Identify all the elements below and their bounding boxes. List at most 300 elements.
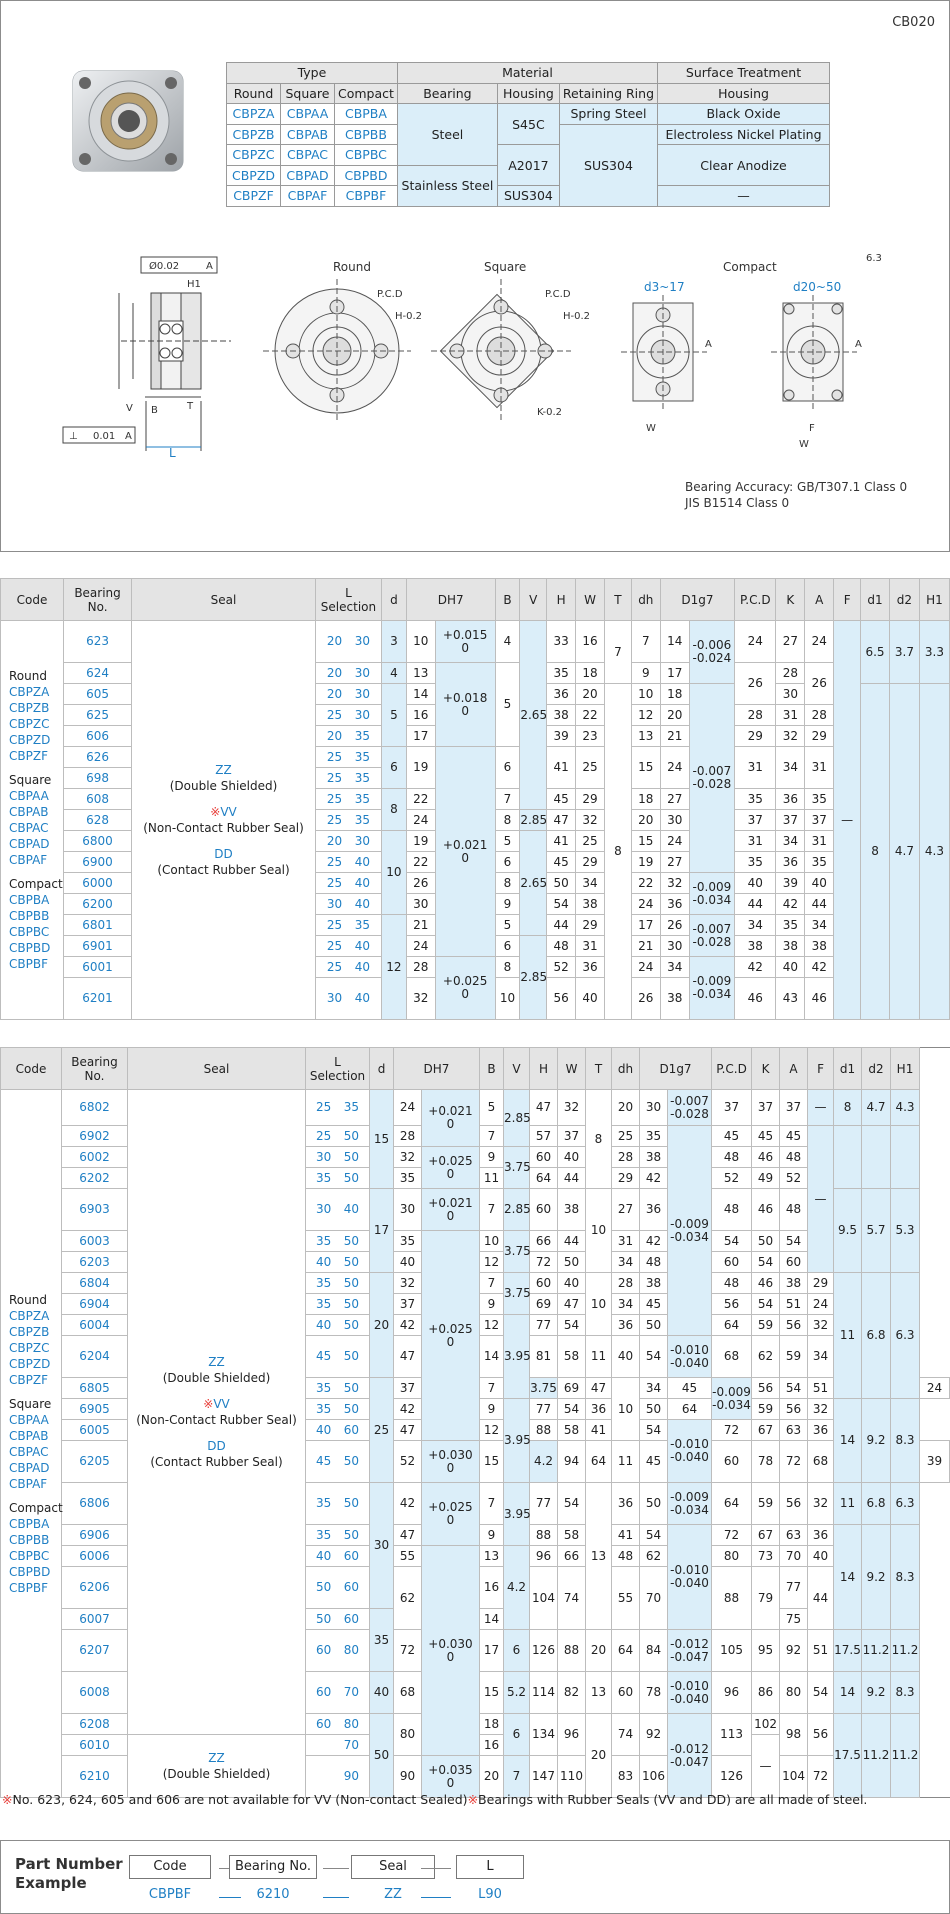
dh7-value: 13: [406, 663, 435, 684]
l-selection[interactable]: 35 50: [306, 1525, 370, 1546]
dh-value: 34: [612, 1294, 640, 1315]
type-code[interactable]: CBPBB: [335, 124, 398, 145]
k-value: 59: [752, 1483, 780, 1525]
w-value: 50: [558, 1252, 586, 1273]
d1g7-tol: -0.007 -0.028: [689, 915, 734, 957]
bearing-no[interactable]: 6800: [63, 831, 131, 852]
bearing-no[interactable]: 6205: [62, 1441, 128, 1483]
h-value: 134: [530, 1714, 558, 1756]
b-value: 8: [495, 957, 520, 978]
code-item: CBPZB: [9, 1324, 50, 1339]
h-value: 60: [530, 1147, 558, 1168]
dh7-value: 42: [394, 1483, 422, 1525]
d1-value: 6.5: [861, 621, 890, 684]
dh-value: 9: [631, 663, 660, 684]
dh7-tol: +0.021 0: [435, 747, 495, 957]
accuracy-line-1: Bearing Accuracy: GB/T307.1 Class 0: [685, 480, 908, 494]
dh-value: 48: [612, 1546, 640, 1567]
l-selection[interactable]: 30 40: [306, 1189, 370, 1231]
l-selection[interactable]: 20 30: [315, 663, 381, 684]
code-item: CBPAD: [9, 837, 50, 851]
bearing-no[interactable]: 6210: [62, 1756, 128, 1798]
d-value: 5: [382, 684, 407, 747]
l-selection[interactable]: 20 30: [315, 684, 381, 705]
d1g7-value: 106: [640, 1756, 668, 1798]
col-h: H: [547, 579, 576, 621]
l-selection[interactable]: 40 60: [306, 1546, 370, 1567]
d1g7-value: 45: [640, 1294, 668, 1315]
w-value: 44: [558, 1168, 586, 1189]
b-value: 18: [480, 1714, 504, 1735]
bearing-no[interactable]: 6903: [62, 1189, 128, 1231]
dh7-value: 24: [406, 810, 435, 831]
compact-large-a: A: [855, 339, 862, 350]
pcd-value: 60: [712, 1252, 752, 1273]
k-value: 54: [780, 1378, 808, 1399]
h-value: 66: [530, 1231, 558, 1252]
bearing-no[interactable]: 6010: [62, 1735, 128, 1756]
a-value: 63: [780, 1420, 808, 1441]
code-item: CBPAF: [9, 1476, 48, 1491]
l-selection[interactable]: 50 60: [306, 1609, 370, 1630]
d2-value: 6.8: [862, 1273, 891, 1399]
h1-value: 6.3: [891, 1483, 920, 1525]
col-a: A: [780, 1048, 808, 1090]
bearing-no[interactable]: 6000: [63, 873, 131, 894]
compact-large-w: W: [799, 439, 809, 450]
a-value: 70: [780, 1546, 808, 1567]
b-value: 13: [480, 1546, 504, 1567]
l-selection[interactable]: 35 50: [306, 1399, 370, 1420]
bearing-no[interactable]: 6804: [62, 1273, 128, 1294]
k-value: 40: [776, 957, 805, 978]
l-selection[interactable]: 20 30: [315, 831, 381, 852]
compact-large-f: F: [809, 423, 815, 434]
w-value: 58: [558, 1420, 586, 1441]
col-h1: H1: [919, 579, 949, 621]
surface-anodize: Clear Anodize: [658, 145, 830, 186]
dh7-value: 10: [406, 621, 435, 663]
bearing-no[interactable]: 6904: [62, 1294, 128, 1315]
bearing-no[interactable]: 623: [63, 621, 131, 663]
header-compact: Compact: [335, 83, 398, 104]
l-selection[interactable]: 25 30: [315, 705, 381, 726]
dh-value: 34: [612, 1252, 640, 1273]
dh-value: 27: [612, 1189, 640, 1231]
bearing-no[interactable]: 6008: [62, 1672, 128, 1714]
dh7-tol: +0.021 0: [422, 1189, 480, 1231]
h-value: 64: [530, 1168, 558, 1189]
dh-value: 40: [612, 1336, 640, 1378]
code-item: CBPAB: [9, 805, 49, 819]
l-selection[interactable]: 20 30: [315, 621, 381, 663]
type-code[interactable]: CBPZF: [227, 186, 281, 207]
bearing-no[interactable]: 6900: [63, 852, 131, 873]
code-group-compact: Compact: [9, 1500, 63, 1515]
a-value: 77: [780, 1567, 808, 1609]
dh7-tol: +0.035 0: [422, 1756, 480, 1798]
col-seal: Seal: [132, 579, 316, 621]
l-selection[interactable]: 90: [306, 1756, 370, 1798]
d1g7-value: 84: [640, 1630, 668, 1672]
header-housing: Housing: [497, 83, 559, 104]
v-value: 3.95: [504, 1483, 530, 1546]
l-selection[interactable]: 40 60: [306, 1420, 370, 1441]
d1-value: [834, 1126, 862, 1189]
table-row: [1, 1090, 950, 1126]
type-code[interactable]: CBPZA: [227, 104, 281, 125]
bearing-no[interactable]: 6006: [62, 1546, 128, 1567]
h-value: 114: [530, 1672, 558, 1714]
col-code: Code: [1, 1048, 62, 1090]
code-item: CBPBF: [9, 1580, 48, 1595]
b-value: 12: [480, 1420, 504, 1441]
d1g7-value: 45: [668, 1378, 712, 1399]
a-value: 51: [780, 1294, 808, 1315]
b-value: 16: [480, 1735, 504, 1756]
dh7-tol: +0.025 0: [422, 1147, 480, 1189]
h-value: 60: [530, 1189, 558, 1231]
type-code[interactable]: CBPAB: [281, 124, 335, 145]
seal-cell-zz: ZZ (Double Shielded): [128, 1735, 306, 1798]
h1-value: 6.3: [891, 1273, 920, 1399]
col-d1: d1: [861, 579, 890, 621]
bearing-no[interactable]: 628: [63, 810, 131, 831]
l-selection[interactable]: 70: [306, 1735, 370, 1756]
h-value: 41: [547, 831, 576, 852]
h-value: 45: [547, 789, 576, 810]
d-value: 10: [382, 831, 407, 915]
d1g7-value: 30: [640, 1090, 668, 1126]
bearing-no[interactable]: 6802: [62, 1090, 128, 1126]
bearing-no[interactable]: 6204: [62, 1336, 128, 1378]
col-v: V: [504, 1048, 530, 1090]
bearing-no[interactable]: 6202: [62, 1168, 128, 1189]
d1-value: 17.5: [834, 1714, 862, 1798]
d1g7-tol: -0.010 -0.040: [668, 1336, 712, 1378]
b-value: 9: [480, 1147, 504, 1168]
a-value: 48: [780, 1189, 808, 1231]
dh7-value: 32: [406, 978, 435, 1020]
bearing-no[interactable]: 6901: [63, 936, 131, 957]
k-value: 27: [776, 621, 805, 663]
l-selection[interactable]: 25 40: [315, 873, 381, 894]
dh7-value: 47: [394, 1336, 422, 1378]
note-mark: ※: [2, 1792, 13, 1807]
l-selection[interactable]: 60 70: [306, 1672, 370, 1714]
bearing-no[interactable]: 624: [63, 663, 131, 684]
l-selection[interactable]: 30 50: [306, 1147, 370, 1168]
a-value: 52: [780, 1168, 808, 1189]
l-selection[interactable]: 60 80: [306, 1630, 370, 1672]
l-selection[interactable]: 40 50: [306, 1315, 370, 1336]
h-value: 88: [530, 1420, 558, 1441]
a-value: 40: [805, 873, 834, 894]
k-value: 72: [780, 1441, 808, 1483]
square-view-label: Square: [484, 260, 527, 274]
bearing-no[interactable]: 6902: [62, 1126, 128, 1147]
k-value: 37: [752, 1090, 780, 1126]
l-selection[interactable]: 25 40: [315, 936, 381, 957]
b-value: 9: [495, 894, 520, 915]
dh7-tol: +0.015 0: [435, 621, 495, 663]
seal-zz: ZZ (Double Shielded): [169, 763, 278, 793]
h-value: 52: [547, 957, 576, 978]
type-code[interactable]: CBPZC: [227, 145, 281, 166]
k-value: 54: [752, 1294, 780, 1315]
l-selection[interactable]: 25 35: [315, 789, 381, 810]
b-value: 9: [480, 1525, 504, 1546]
h-value: 39: [547, 726, 576, 747]
v-value: 6: [504, 1714, 530, 1756]
b-value: 7: [480, 1126, 504, 1147]
l-selection[interactable]: 25 35: [306, 1090, 370, 1126]
spec-table-1: [0, 578, 950, 1020]
dh7-tol: +0.021 0: [422, 1090, 480, 1147]
k-value: 67: [752, 1420, 780, 1441]
w-value: 36: [576, 957, 605, 978]
bearing-no[interactable]: 6207: [62, 1630, 128, 1672]
type-code[interactable]: CBPZD: [227, 165, 281, 186]
h-value: 77: [530, 1315, 558, 1336]
w-value: 58: [558, 1525, 586, 1546]
l-selection[interactable]: 25 50: [306, 1126, 370, 1147]
l-selection[interactable]: 25 35: [315, 810, 381, 831]
w-value: 40: [576, 978, 605, 1020]
dh7-value: 19: [406, 831, 435, 852]
bearing-no[interactable]: 6201: [63, 978, 131, 1020]
l-selection[interactable]: 25 40: [315, 957, 381, 978]
type-code[interactable]: CBPBF: [335, 186, 398, 207]
bearing-no[interactable]: 6203: [62, 1252, 128, 1273]
a-value: 60: [780, 1252, 808, 1273]
bearing-no[interactable]: 6002: [62, 1147, 128, 1168]
l-selection[interactable]: 25 35: [315, 768, 381, 789]
w-value: 40: [558, 1273, 586, 1294]
l-selection[interactable]: 50 60: [306, 1567, 370, 1609]
w-value: 66: [558, 1546, 586, 1567]
bearing-no[interactable]: 6007: [62, 1609, 128, 1630]
code-group-round: Round: [9, 1292, 47, 1307]
d1g7-tol: -0.012 -0.047: [668, 1714, 712, 1798]
code-item: CBPBD: [9, 941, 51, 955]
d1g7-value: 50: [640, 1399, 668, 1420]
w-value: 96: [558, 1714, 586, 1756]
dh7-value: 40: [394, 1252, 422, 1273]
bearing-no[interactable]: 6206: [62, 1567, 128, 1609]
b-value: 6: [495, 852, 520, 873]
t-value: 20: [586, 1630, 612, 1672]
type-code[interactable]: CBPBC: [335, 145, 398, 166]
v-value: 4.2: [504, 1546, 530, 1630]
dh7-value: 21: [406, 915, 435, 936]
d-value: 3: [382, 621, 407, 663]
d1g7-value: 24: [660, 831, 689, 852]
h-value: 94: [558, 1441, 586, 1483]
bearing-no[interactable]: 6208: [62, 1714, 128, 1735]
h1-value: 8.3: [891, 1525, 920, 1630]
bearing-no[interactable]: 698: [63, 768, 131, 789]
dh7-value: 42: [394, 1315, 422, 1336]
dh-value: 7: [631, 621, 660, 663]
pcd-value: 45: [712, 1126, 752, 1147]
bearing-no[interactable]: 6806: [62, 1483, 128, 1525]
accuracy-line-2: JIS B1514 Class 0: [685, 496, 790, 510]
d1g7-tol: -0.009 -0.034: [689, 873, 734, 915]
pn-bearing-box: Bearing No.: [229, 1855, 317, 1879]
flatness-value: 0.01: [93, 431, 116, 442]
bearing-no[interactable]: 6905: [62, 1399, 128, 1420]
dh-value: 36: [586, 1399, 612, 1420]
b-value: 9: [480, 1399, 504, 1420]
l-selection[interactable]: 45 50: [306, 1441, 370, 1483]
d-value: 12: [382, 915, 407, 1020]
l-selection[interactable]: 35 50: [306, 1273, 370, 1294]
l-selection[interactable]: 45 50: [306, 1336, 370, 1378]
dh7-value: 35: [394, 1231, 422, 1252]
bearing-no[interactable]: 626: [63, 747, 131, 768]
l-selection[interactable]: 25 35: [315, 747, 381, 768]
a-value: 37: [780, 1090, 808, 1126]
code-item: CBPZC: [9, 717, 50, 731]
d1g7-value: 48: [640, 1252, 668, 1273]
l-selection[interactable]: 60 80: [306, 1714, 370, 1735]
h1-value: [891, 1126, 920, 1189]
b-value: 16: [480, 1567, 504, 1609]
a-value: 44: [805, 894, 834, 915]
pcd-value: 35: [735, 789, 776, 810]
dh7-value: 80: [394, 1714, 422, 1756]
code-item: CBPAF: [9, 853, 48, 867]
seal-vv: ※VV (Non-Contact Rubber Seal): [136, 1397, 297, 1427]
l-selection[interactable]: 30 40: [315, 978, 381, 1020]
k-value: 95: [752, 1630, 780, 1672]
type-code[interactable]: CBPBA: [335, 104, 398, 125]
d1-value: 8: [834, 1090, 862, 1126]
bearing-no[interactable]: 6906: [62, 1525, 128, 1546]
v-value: 2.85: [520, 810, 547, 831]
b-value: 7: [480, 1273, 504, 1294]
bearing-no[interactable]: 6001: [63, 957, 131, 978]
d-value: 15: [370, 1090, 394, 1189]
pcd-value: 56: [712, 1294, 752, 1315]
l-selection[interactable]: 35 50: [306, 1294, 370, 1315]
bearing-no[interactable]: 608: [63, 789, 131, 810]
bearing-no[interactable]: 6805: [62, 1378, 128, 1399]
bearing-no[interactable]: 6004: [62, 1315, 128, 1336]
a-value: 75: [780, 1609, 808, 1630]
type-code[interactable]: CBPAC: [281, 145, 335, 166]
k-value: 59: [752, 1399, 780, 1420]
compact-view-label: Compact: [723, 260, 777, 274]
a-value: 31: [805, 747, 834, 789]
l-selection[interactable]: 35 50: [306, 1378, 370, 1399]
bearing-no[interactable]: 6200: [63, 894, 131, 915]
code-item: CBPBC: [9, 1548, 50, 1563]
l-selection[interactable]: 40 50: [306, 1252, 370, 1273]
type-code[interactable]: CBPAF: [281, 186, 335, 207]
f-value: 54: [808, 1672, 834, 1714]
b-value: 5: [480, 1090, 504, 1126]
l-selection[interactable]: 20 35: [315, 726, 381, 747]
d1g7-value: 70: [640, 1567, 668, 1630]
ring-spring-steel: Spring Steel: [559, 104, 657, 125]
l-selection[interactable]: 35 50: [306, 1483, 370, 1525]
dimension-l: L: [169, 446, 176, 460]
d1g7-value: 26: [660, 915, 689, 936]
w-value: 64: [586, 1441, 612, 1483]
b-value: 15: [480, 1672, 504, 1714]
l-selection[interactable]: 35 50: [306, 1168, 370, 1189]
t-value: 10: [612, 1378, 640, 1441]
v-value: 2.85: [504, 1090, 530, 1147]
h-value: 44: [547, 915, 576, 936]
w-value: 40: [558, 1147, 586, 1168]
dh7-value: 24: [394, 1090, 422, 1126]
k-value: 79: [752, 1567, 780, 1630]
a-value: 104: [780, 1756, 808, 1798]
pcd-value: 26: [735, 663, 776, 705]
code-item: CBPZC: [9, 1340, 50, 1355]
t-value: 13: [586, 1483, 612, 1630]
t-value: 20: [586, 1714, 612, 1798]
a-value: 28: [805, 705, 834, 726]
pn-bearing-value: 6210: [256, 1887, 290, 1902]
compact-small-w: W: [646, 423, 656, 434]
bearing-no[interactable]: 6801: [63, 915, 131, 936]
dh-value: 15: [631, 747, 660, 789]
code-item: CBPZD: [9, 1356, 51, 1371]
type-code[interactable]: CBPAA: [281, 104, 335, 125]
bearing-no[interactable]: 606: [63, 726, 131, 747]
d1g7-value: 30: [660, 810, 689, 831]
type-code[interactable]: CBPZB: [227, 124, 281, 145]
type-code[interactable]: CBPBD: [335, 165, 398, 186]
pcd-value: 72: [712, 1420, 752, 1441]
h-value: 60: [530, 1273, 558, 1294]
product-overview-panel: [0, 0, 950, 552]
note-2: Bearings with Rubber Seals (VV and DD) are all made of steel.: [478, 1792, 868, 1807]
d1-value: 8: [861, 684, 890, 1020]
k-value: 36: [776, 852, 805, 873]
l-selection[interactable]: 35 50: [306, 1231, 370, 1252]
bearing-no[interactable]: 6003: [62, 1231, 128, 1252]
l-selection[interactable]: 30 40: [315, 894, 381, 915]
code-cell: [1, 1090, 62, 1798]
dh7-value: 30: [406, 894, 435, 915]
square-pcd-label: P.C.D: [545, 289, 571, 300]
f-value: —: [808, 1090, 834, 1126]
k-value: 30: [776, 684, 805, 705]
l-selection[interactable]: 25 35: [315, 915, 381, 936]
k-value: 54: [752, 1252, 780, 1273]
housing-s45c: S45C: [497, 104, 559, 145]
code-group-square: Square: [9, 773, 52, 787]
dh-value: 15: [631, 831, 660, 852]
a-value: 48: [780, 1147, 808, 1168]
type-code[interactable]: CBPAD: [281, 165, 335, 186]
footnote: [2, 1792, 867, 1807]
header-retaining-ring: Retaining Ring: [559, 83, 657, 104]
d2-value: [862, 1126, 891, 1189]
bearing-no[interactable]: 625: [63, 705, 131, 726]
bearing-no[interactable]: 605: [63, 684, 131, 705]
l-selection[interactable]: 25 40: [315, 852, 381, 873]
square-view-drawing: [431, 279, 571, 423]
w-value: 22: [576, 705, 605, 726]
pn-l-value: L90: [478, 1887, 502, 1902]
bearing-no[interactable]: 6005: [62, 1420, 128, 1441]
